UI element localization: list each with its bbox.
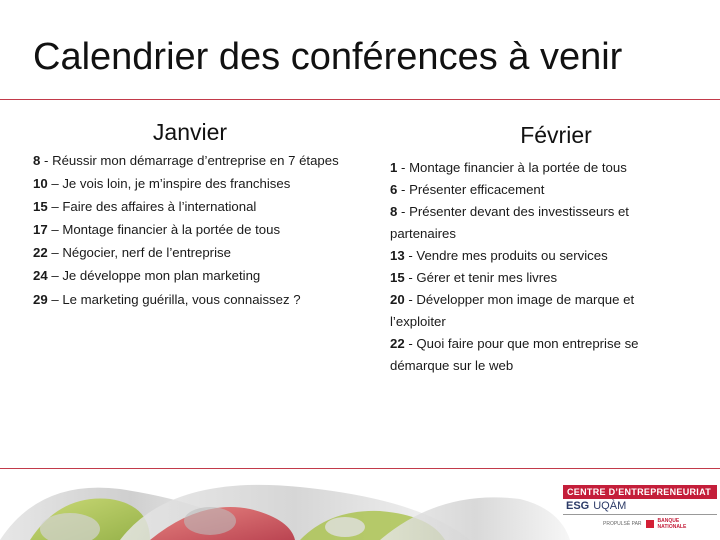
list-item: 22 – Négocier, nerf de l’entreprise [33, 245, 231, 261]
fevrier-list [390, 157, 686, 377]
centre-entrepreneuriat-logo [563, 485, 717, 535]
column-heading-fevrier: Février [520, 122, 592, 148]
list-item: 10 – Je vois loin, je m’inspire des franchises [33, 176, 291, 192]
list-item: 8 - Présenter devant des investisseurs et partenaires [390, 204, 629, 241]
list-item: 1 - Montage financier à la portée de tous [390, 160, 627, 175]
list-item: 15 – Faire des affaires à l’international [33, 199, 257, 215]
slide-title: Calendrier des conférences à venir [33, 36, 623, 78]
list-item: 17 – Montage financier à la portée de tous [33, 222, 281, 238]
column-heading-janvier: Janvier [152, 119, 228, 145]
logo-banner: CENTRE D’ENTREPRENEURIAT [563, 485, 717, 499]
list-item: 22 - Quoi faire pour que mon entreprise se démarque sur le web [390, 336, 639, 373]
list-item: 20 - Développer mon image de marque et l’exploiter [390, 292, 635, 329]
list-item: 29 – Le marketing guérilla, vous connaissez ? [33, 291, 301, 307]
list-item: 13 - Vendre mes produits ou services [390, 248, 608, 263]
logo-esg-uqam: ESG UQÀM [563, 499, 717, 515]
list-item: 8 - Réussir mon démarrage d’entreprise en 7 étapes [33, 153, 339, 168]
list-item: 15 - Gérer et tenir mes livres [390, 270, 558, 285]
list-item: 6 - Présenter efficacement [390, 182, 545, 197]
janvier-list [33, 153, 343, 315]
top-divider [0, 99, 720, 100]
list-item: 24 – Je développe mon plan marketing [33, 268, 261, 284]
banque-nationale-icon [646, 520, 654, 528]
logo-sponsor: PROPULSÉ PAR BANQUE NATIONALE [603, 518, 687, 530]
